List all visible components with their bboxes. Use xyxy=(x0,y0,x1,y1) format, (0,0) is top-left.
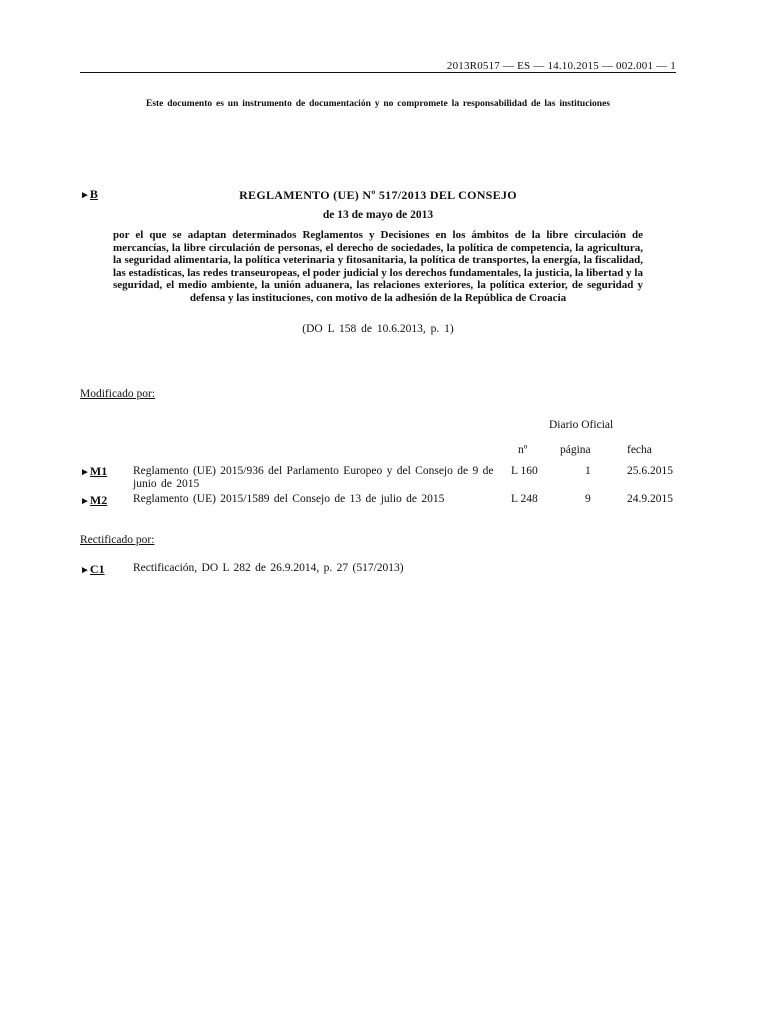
amendment-page: 9 xyxy=(585,493,591,505)
regulation-date: de 13 de mayo de 2013 xyxy=(322,209,434,221)
amendment-page: 1 xyxy=(585,465,591,477)
marker-c1[interactable] xyxy=(80,562,105,577)
marker-m2[interactable] xyxy=(80,493,107,508)
right-triangle-icon: ► xyxy=(80,496,90,507)
amendments-heading: Modificado por: xyxy=(80,388,156,400)
column-number: nº xyxy=(518,444,528,456)
disclaimer: Este documento es un instrumento de documentación y no compromete la responsabilidad de las instituciones xyxy=(145,99,610,109)
column-date: fecha xyxy=(627,444,652,456)
marker-code: M1 xyxy=(89,464,108,478)
amendment-text: Reglamento (UE) 2015/936 del Parlamento Europeo y del Consejo de 9 de junio de 2015 xyxy=(133,465,494,490)
right-triangle-icon: ► xyxy=(80,467,90,478)
marker-m1[interactable] xyxy=(80,464,107,479)
regulation-description: por el que se adaptan determinados Reglamentos y Decisiones en los ámbitos de la libre circulación de mercancías, la libre circulación de personas, el derecho de sociedades, la política de competencia, la agricultura, la seguridad alimentaria, la política veterinaria y fitosanitaria, la política de transportes, la energía, la fiscalidad, las estadísticas, las redes transeuropeas, el poder judicial y los derechos fundamentales, la justicia, la libertad y la seguridad, el medio ambiente, la unión aduanera, las relaciones exteriores, la política exterior, de seguridad y defensa y las instituciones, con motivo de la adhesión de la República de Croacia xyxy=(113,229,643,304)
corrigenda-heading: Rectificado por: xyxy=(80,534,155,546)
regulation-title: REGLAMENTO (UE) Nº 517/2013 DEL CONSEJO xyxy=(239,188,517,202)
journal-header: Diario Oficial xyxy=(549,419,614,431)
amendment-number: L 160 xyxy=(511,465,538,477)
header-rule xyxy=(80,72,676,73)
column-page: página xyxy=(560,444,591,456)
right-triangle-icon: ► xyxy=(80,190,90,201)
marker-code: C1 xyxy=(89,562,105,576)
amendment-number: L 248 xyxy=(511,493,538,505)
page-reference: 2013R0517 — ES — 14.10.2015 — 002.001 — 1 xyxy=(446,60,676,72)
right-triangle-icon: ► xyxy=(80,565,90,576)
marker-code: M2 xyxy=(89,493,108,507)
regulation-reference: (DO L 158 de 10.6.2013, p. 1) xyxy=(302,323,454,335)
amendment-text: Reglamento (UE) 2015/1589 del Consejo de 13 de julio de 2015 xyxy=(133,493,445,505)
marker-code: B xyxy=(89,187,98,201)
amendment-date: 24.9.2015 xyxy=(627,493,673,505)
corrigendum-text: Rectificación, DO L 282 de 26.9.2014, p. 27 (517/2013) xyxy=(133,562,404,574)
amendment-date: 25.6.2015 xyxy=(627,465,673,477)
